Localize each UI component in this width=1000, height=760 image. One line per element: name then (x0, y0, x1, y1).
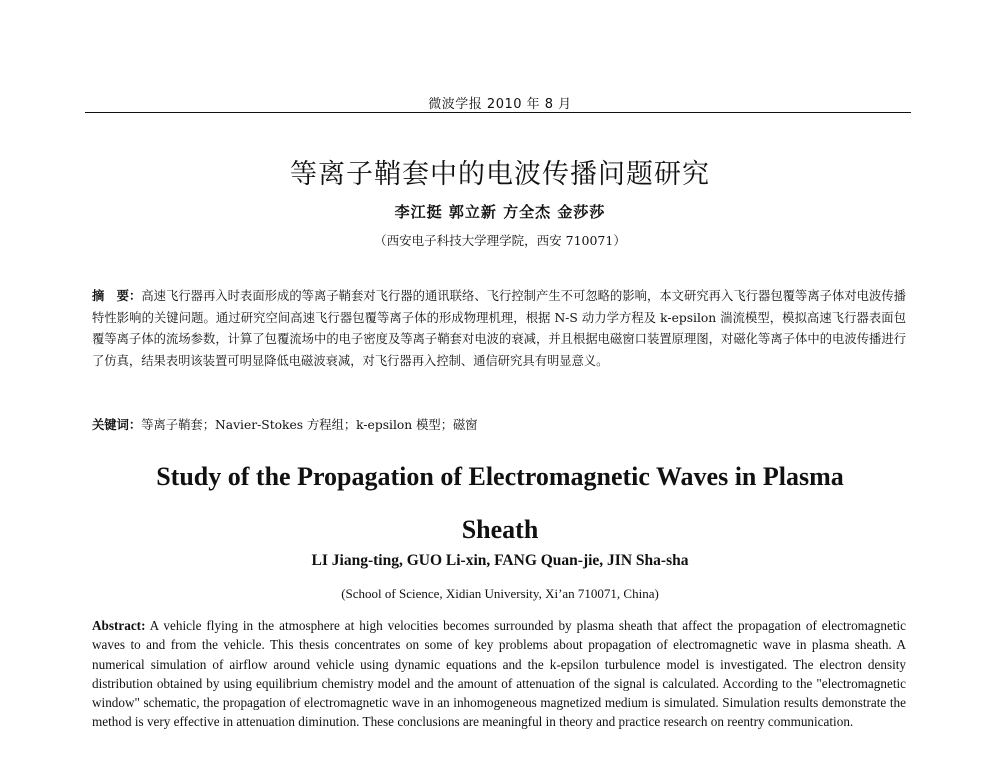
chinese-abstract-text: 高速飞行器再入时表面形成的等离子鞘套对飞行器的通讯联络、飞行控制产生不可忽略的影响，本文研究再入飞行器包覆等离子体对电波传播特性影响的关键问题。通过研究空间高速飞行器包覆等离子体的形成物理机理，根据 N-S 动力学方程及 k-epsilon 湍流模型，模拟高速飞行器表面包覆等离子体的流场参数，计算了包覆流场中的电子密度及等离子鞘套对电波的衰减，并且根据电磁窗口装置原理图，对磁化等离子体中的电波传播进行了仿真，结果表明该装置可明显降低电磁波衰减，对飞行器再入控制、通信研究具有明显意义。 (92, 289, 906, 368)
chinese-keywords (92, 415, 906, 435)
english-title: Study of the Propagation of Electromagnetic Waves in Plasma Sheath (156, 462, 844, 544)
chinese-keywords-label: 关键词： (92, 418, 142, 432)
chinese-abstract-label: 摘 要： (92, 289, 142, 303)
chinese-authors: 李江挺 郭立新 方全杰 金莎莎 (394, 203, 606, 221)
chinese-keywords-text: 等离子鞘套；Navier-Stokes 方程组；k-epsilon 模型；磁窗 (141, 418, 478, 432)
chinese-title: 等离子鞘套中的电波传播问题研究 (290, 159, 710, 190)
english-affiliation: (School of Science, Xidian University, Xi’an 710071, China) (341, 586, 659, 601)
chinese-affiliation: （西安电子科技大学理学院，西安 710071） (374, 233, 626, 248)
english-abstract-label: Abstract: (92, 618, 146, 633)
english-authors: LI Jiang-ting, GUO Li-xin, FANG Quan-jie, JIN Sha-sha (311, 552, 689, 569)
header-rule (85, 112, 911, 113)
english-abstract-text: A vehicle flying in the atmosphere at high velocities becomes surrounded by plasma sheath that affect the propagation of electromagnetic waves to and from the vehicle. This thesis concentrates on some of key problems about propagation of electromagnetic wave in plasma sheath. A numerical simulation of airflow around vehicle using dynamic equations and the k-epsilon turbulence model is investigated. The electron density distribution obtained by using equilibrium chemistry model and the amount of attenuation of the signal is calculated. According to the "electromagnetic window" schematic, the propagation of electromagnetic wave in an inhomogeneous magnetized medium is simulated. Simulation results demonstrate the method is very effective in attenuation diminution. These conclusions are meaningful in theory and practice research on reentry communication. (92, 618, 906, 730)
chinese-abstract (92, 286, 906, 372)
english-abstract (92, 616, 906, 732)
running-header: 微波学报 2010 年 8 月 (428, 97, 572, 112)
